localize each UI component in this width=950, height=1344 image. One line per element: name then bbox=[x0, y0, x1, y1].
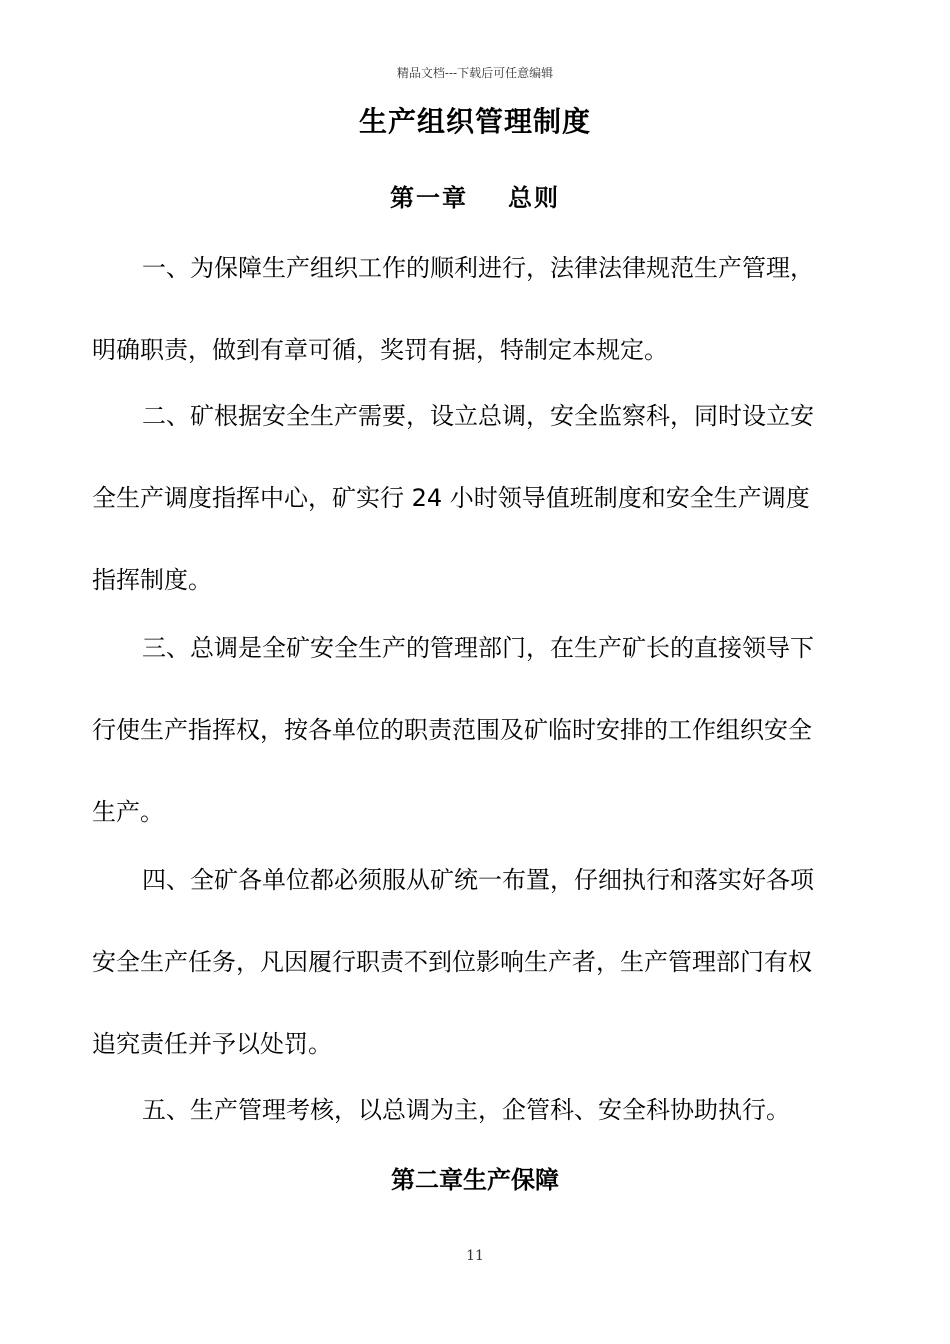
page-number: 11 bbox=[466, 1248, 484, 1264]
paragraph-1-line-1: 一、为保障生产组织工作的顺利进行，法律法律规范生产管理， bbox=[142, 254, 814, 282]
chapter-1-name: 总则 bbox=[508, 184, 560, 212]
paragraph-3-line-1: 三、总调是全矿安全生产的管理部门，在生产矿长的直接领导下 bbox=[142, 634, 814, 662]
paragraph-3-line-3: 生产。 bbox=[92, 798, 164, 826]
paragraph-5-line-1: 五、生产管理考核，以总调为主，企管科、安全科协助执行。 bbox=[142, 1096, 790, 1124]
header-note: 精品文档---下载后可任意编辑 bbox=[396, 66, 554, 80]
chapter-2-heading: 第二章生产保障 bbox=[391, 1166, 559, 1194]
paragraph-2-line-3: 指挥制度。 bbox=[92, 566, 212, 594]
chapter-1-label: 第一章 bbox=[390, 184, 468, 212]
chapter-1-heading bbox=[0, 178, 950, 213]
document-title: 生产组织管理制度 bbox=[358, 105, 591, 138]
paragraph-4-line-1: 四、全矿各单位都必须服从矿统一布置，仔细执行和落实好各项 bbox=[142, 866, 814, 894]
paragraph-1-line-2: 明确职责，做到有章可循，奖罚有据，特制定本规定。 bbox=[92, 336, 668, 364]
paragraph-2-line-1: 二、矿根据安全生产需要，设立总调，安全监察科，同时设立安 bbox=[142, 402, 814, 430]
paragraph-4-line-3: 追究责任并予以处罚。 bbox=[92, 1030, 332, 1058]
paragraph-3-line-2: 行使生产指挥权，按各单位的职责范围及矿临时安排的工作组织安全 bbox=[92, 716, 812, 744]
paragraph-2-line-2: 全生产调度指挥中心，矿实行 24 小时领导值班制度和安全生产调度 bbox=[92, 484, 810, 512]
paragraph-4-line-2: 安全生产任务，凡因履行职责不到位影响生产者，生产管理部门有权 bbox=[92, 948, 812, 976]
